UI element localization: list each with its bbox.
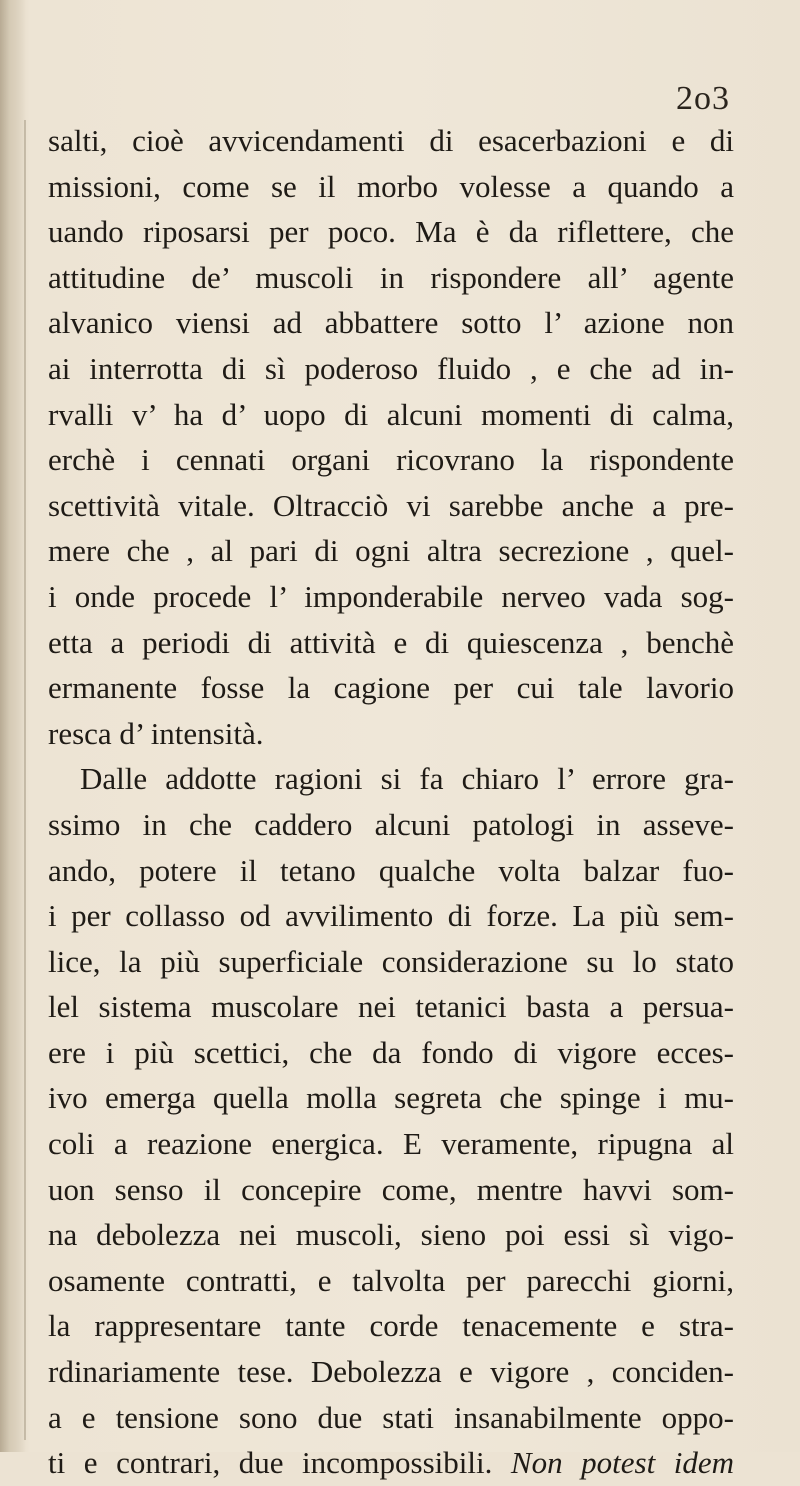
text-line: alvanico viensi ad abbattere sotto l’ azione non — [48, 305, 734, 341]
text-line: mere che , al pari di ogni altra secrezione , quel- — [48, 533, 734, 569]
text-line: lice, la più superficiale considerazione su lo stato — [48, 943, 734, 979]
text-line: ermanente fosse la cagione per cui tale lavorio — [48, 670, 734, 706]
body-text — [48, 118, 734, 1486]
text-line: rdinariamente tese. Debolezza e vigore , conciden- — [48, 1354, 734, 1390]
text-line: attitudine de’ muscoli in rispondere all’ agente — [48, 259, 734, 295]
text-line: erchè i cennati organi ricovrano la rispondente — [48, 442, 734, 478]
paragraph-end-line: resca d’ intensità. — [48, 715, 264, 751]
text-line-final — [48, 1440, 734, 1486]
text-line: scettività vitale. Oltracciò vi sarebbe anche a pre- — [48, 487, 734, 523]
text-line: a e tensione sono due stati insanabilmente oppo- — [48, 1399, 734, 1435]
final-line-roman: ti e contrari, due incompossibili. — [48, 1445, 493, 1481]
binding-edge — [24, 120, 26, 1440]
text-line: coli a reazione energica. E veramente, ripugna al — [48, 1126, 734, 1162]
page-number: 2o3 — [676, 80, 730, 117]
text-line: ere i più scettici, che da fondo di vigore ecces- — [48, 1034, 734, 1070]
text-line: uon senso il concepire come, mentre havvi som- — [48, 1171, 734, 1207]
text-line: ssimo in che caddero alcuni patologi in asseve- — [48, 806, 734, 842]
page-gutter-shadow — [0, 0, 26, 1452]
paragraph-start-line: Dalle addotte ragioni si fa chiaro l’ errore gra- — [80, 761, 734, 797]
text-line: rvalli v’ ha d’ uopo di alcuni momenti di calma, — [48, 396, 734, 432]
text-line: na debolezza nei muscoli, sieno poi essi sì vigo- — [48, 1217, 734, 1253]
text-line: lel sistema muscolare nei tetanici basta a persua- — [48, 989, 734, 1025]
text-line: i onde procede l’ imponderabile nerveo vada sog- — [48, 578, 734, 614]
latin-phrase: Non potest idem — [510, 1445, 734, 1481]
text-line: la rappresentare tante corde tenacemente e stra- — [48, 1308, 734, 1344]
text-line: missioni, come se il morbo volesse a quando a — [48, 168, 734, 204]
text-line: ando, potere il tetano qualche volta balzar fuo- — [48, 852, 734, 888]
text-line: uando riposarsi per poco. Ma è da riflettere, che — [48, 214, 734, 250]
text-line: osamente contratti, e talvolta per parecchi giorni, — [48, 1262, 734, 1298]
text-line: salti, cioè avvicendamenti di esacerbazioni e di — [48, 123, 734, 158]
text-line: ivo emerga quella molla segreta che spinge i mu- — [48, 1080, 734, 1116]
text-line: ai interrotta di sì poderoso fluido , e che ad in- — [48, 350, 734, 386]
text-line: i per collasso od avvilimento di forze. La più sem- — [48, 898, 734, 934]
text-line: etta a periodi di attività e di quiescenza , benchè — [48, 624, 734, 660]
